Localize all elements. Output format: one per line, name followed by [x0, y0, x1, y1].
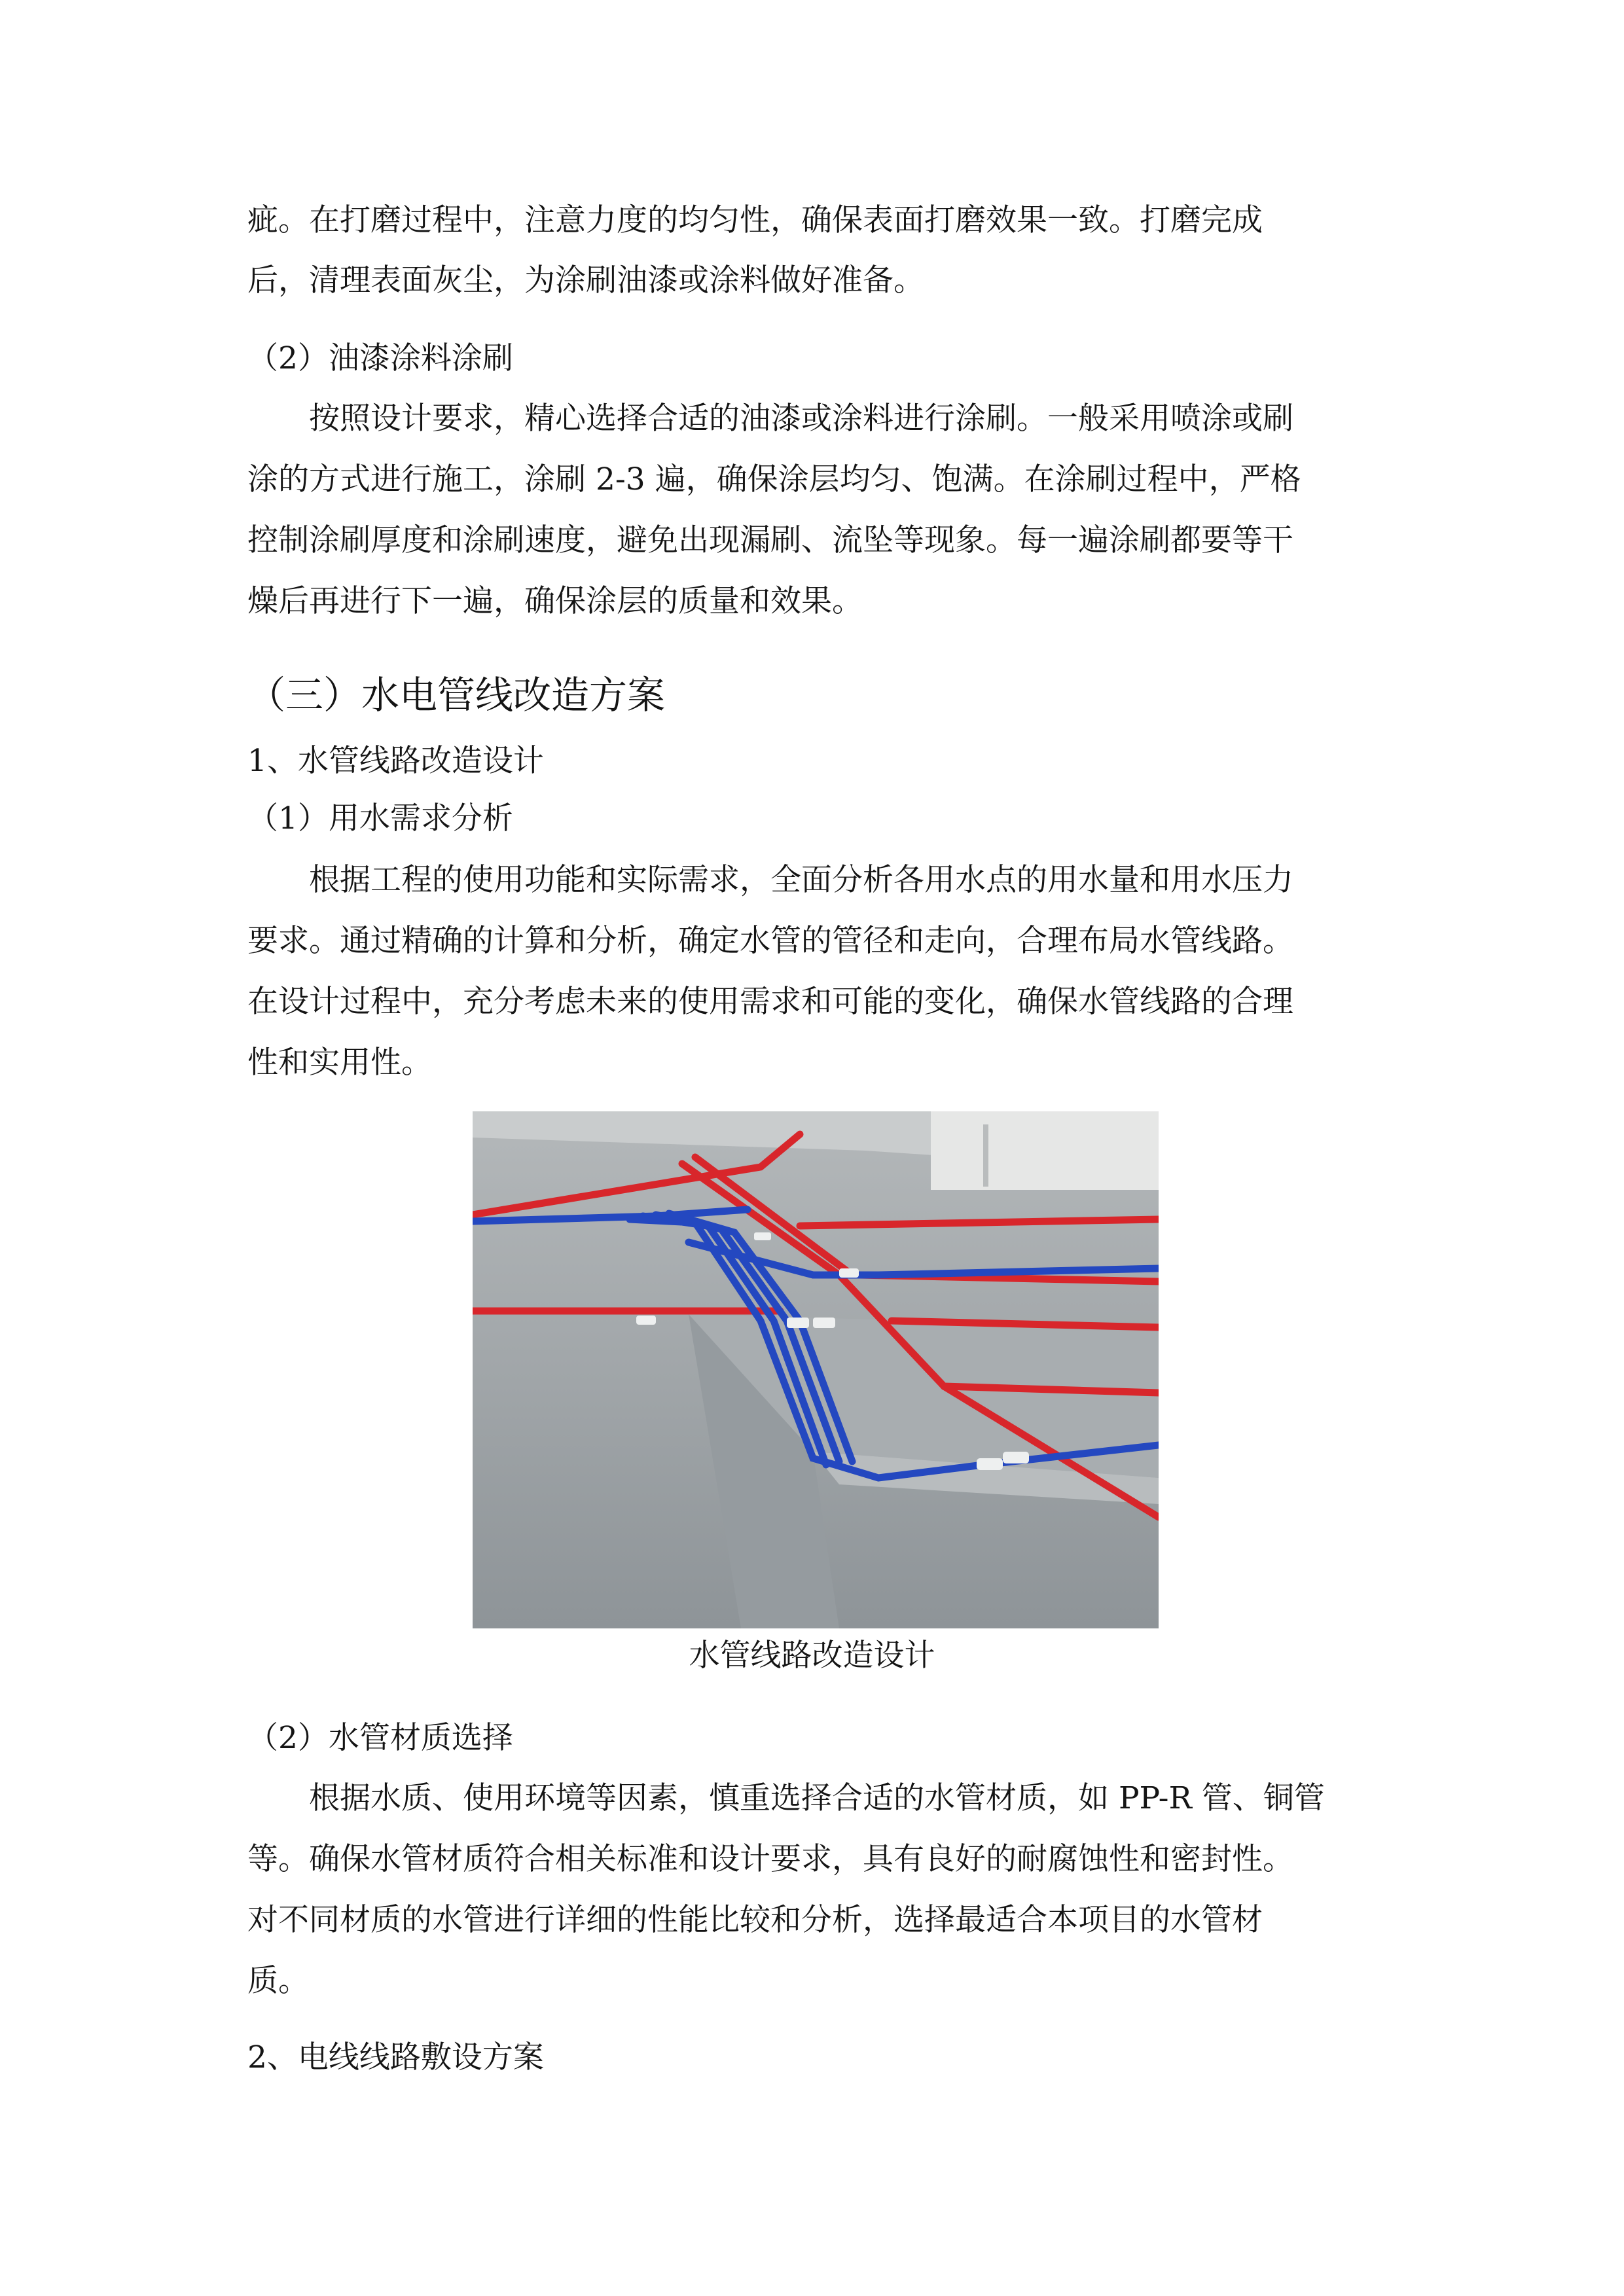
subsection-title: （2）油漆涂料涂刷: [247, 340, 513, 376]
paragraph-line: 疵。在打磨过程中，注意力度的均匀性，确保表面打磨效果一致。打磨完成: [247, 202, 1263, 238]
item-title: 2、电线线路敷设方案: [247, 2039, 544, 2075]
item-title: 1、水管线路改造设计: [247, 743, 544, 779]
figure-caption: 水管线路改造设计: [689, 1638, 935, 1674]
pipe-layout-photo: [473, 1111, 1159, 1628]
section-heading: （三）水电管线改造方案: [247, 673, 666, 717]
subsection-title: （2）水管材质选择: [247, 1720, 513, 1756]
paragraph-line: 涂的方式进行施工，涂刷 2-3 遍，确保涂层均匀、饱满。在涂刷过程中，严格: [247, 461, 1301, 497]
paragraph-line: 对不同材质的水管进行详细的性能比较和分析，选择最适合本项目的水管材: [247, 1902, 1263, 1938]
paragraph-line: 根据水质、使用环境等因素，慎重选择合适的水管材质，如 PP-R 管、铜管: [309, 1780, 1325, 1816]
paragraph-line: 按照设计要求，精心选择合适的油漆或涂料进行涂刷。一般采用喷涂或刷: [309, 401, 1293, 437]
pipe-layout-illustration: [473, 1111, 1159, 1628]
paragraph-line: 在设计过程中，充分考虑未来的使用需求和可能的变化，确保水管线路的合理: [247, 984, 1293, 1020]
paragraph-line: 根据工程的使用功能和实际需求，全面分析各用水点的用水量和用水压力: [309, 862, 1293, 898]
paragraph-line: 燥后再进行下一遍，确保涂层的质量和效果。: [247, 583, 863, 619]
paragraph-line: 要求。通过精确的计算和分析，确定水管的管径和走向，合理布局水管线路。: [247, 923, 1293, 959]
paragraph-line: 性和实用性。: [247, 1045, 432, 1081]
paragraph-line: 控制涂刷厚度和涂刷速度，避免出现漏刷、流坠等现象。每一遍涂刷都要等干: [247, 522, 1293, 558]
paragraph-line: 等。确保水管材质符合相关标准和设计要求，具有良好的耐腐蚀性和密封性。: [247, 1841, 1293, 1877]
paragraph-line: 质。: [247, 1963, 309, 1999]
subsection-title: （1）用水需求分析: [247, 800, 513, 836]
paragraph-line: 后，清理表面灰尘，为涂刷油漆或涂料做好准备。: [247, 262, 924, 298]
